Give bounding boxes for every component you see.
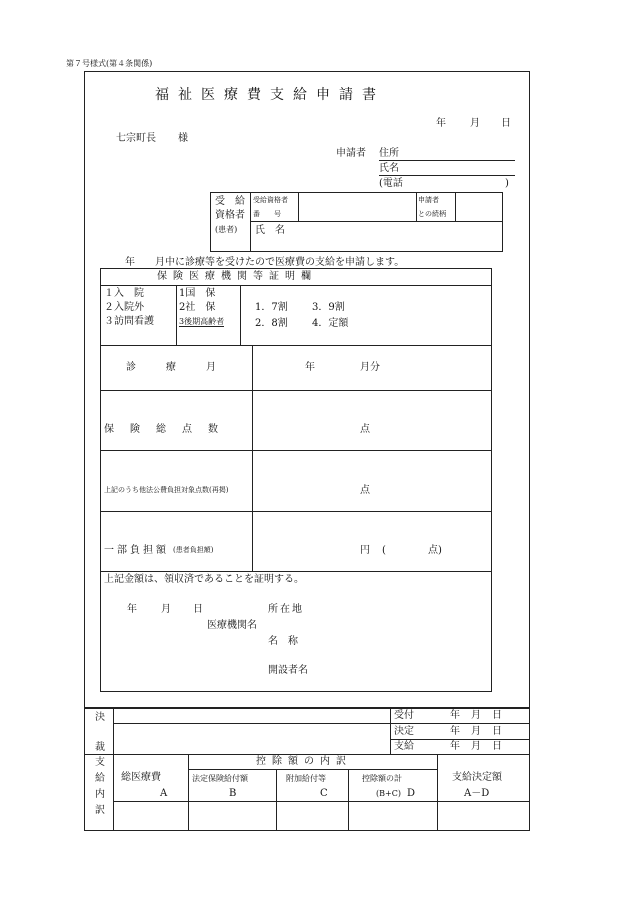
- recipient-label-2: 資格者: [215, 210, 245, 221]
- decision-label-top: 決: [95, 712, 105, 723]
- payment-side-2: 給: [95, 773, 105, 784]
- deduction-total-formula: (B+C): [376, 789, 401, 798]
- additional-label: 附加給付等: [286, 774, 326, 783]
- recipient-label-1: 受 給: [215, 196, 245, 207]
- name-line: [379, 175, 515, 176]
- decided-day: 日: [492, 726, 502, 737]
- received-label: 受付: [394, 710, 414, 721]
- institution-name-label: 名 称: [268, 636, 298, 647]
- founder-label: 開設者名: [268, 665, 308, 676]
- insurance-elderly: 3後期高齢者: [179, 317, 225, 326]
- relation-label-2: との続柄: [418, 210, 446, 218]
- rate-7: 1．7割: [255, 302, 288, 313]
- received-month: 月: [471, 710, 481, 721]
- copay-unit: 円: [360, 545, 370, 556]
- rate-9: 3．9割: [312, 302, 345, 313]
- statutory-letter: B: [229, 788, 237, 799]
- additional-letter: C: [320, 788, 328, 799]
- request-text: 月中に診療等を受けたので医療費の支給を申請します。: [155, 257, 405, 268]
- cert-day: 日: [193, 604, 203, 615]
- payment-side-3: 内: [95, 789, 105, 800]
- deduction-total-letter: D: [407, 788, 416, 799]
- type-home-nursing: ３訪問看護: [104, 316, 154, 327]
- received-year: 年: [450, 710, 460, 721]
- certification-table: [100, 268, 492, 692]
- decided-year: 年: [450, 726, 460, 737]
- address-label[interactable]: 住所: [379, 148, 399, 159]
- phone-label[interactable]: (電話: [379, 178, 403, 189]
- applicant-label: 申請者: [336, 148, 366, 159]
- rate-8: 2．8割: [255, 318, 288, 329]
- decided-month: 月: [471, 726, 481, 737]
- address-line: [379, 160, 515, 161]
- recipient-number-label-1: 受給資格者: [253, 196, 288, 204]
- date-year: 年: [436, 118, 446, 129]
- name-label[interactable]: 氏名: [379, 163, 399, 174]
- phone-close: ): [505, 178, 509, 189]
- deduction-header: 控除額の内訳: [256, 756, 352, 767]
- honorific: 様: [178, 133, 188, 144]
- type-inpatient: １入 院: [104, 288, 144, 299]
- request-year: 年: [125, 257, 135, 268]
- paid-day: 日: [492, 741, 502, 752]
- institution-label: 医療機関名: [207, 620, 257, 631]
- cert-year: 年: [127, 604, 137, 615]
- payment-side-4: 訳: [95, 805, 105, 816]
- decision-amount-formula: A－D: [464, 788, 490, 799]
- decided-label: 決定: [394, 726, 414, 737]
- rate-fixed: 4．定額: [312, 318, 349, 329]
- location-label: 所在地: [268, 604, 304, 615]
- insurance-social: 2社 保: [179, 302, 216, 313]
- paid-label: 支給: [394, 741, 414, 752]
- payment-side-1: 支: [95, 757, 105, 768]
- date-month: 月: [470, 118, 480, 129]
- cert-header: 保険医療機関等証明欄: [157, 271, 317, 282]
- copay-paren-close: 点): [428, 545, 442, 556]
- relation-label-1: 申請者: [418, 196, 439, 204]
- form-title: 福祉医療費支給申請書: [155, 87, 385, 103]
- points-label: 保険総点数: [104, 424, 234, 435]
- deduction-total-label: 控除額の計: [362, 774, 402, 783]
- addressee: 七宗町長: [116, 133, 156, 144]
- paid-month: 月: [471, 741, 481, 752]
- cert-month: 月: [161, 604, 171, 615]
- public-label: 上記のうち他法公費負担対象点数(再掲): [104, 486, 229, 494]
- date-day: 日: [501, 118, 511, 129]
- form-number: 第７号様式(第４条関係): [66, 59, 153, 68]
- month-value: 月分: [360, 362, 380, 373]
- paid-year: 年: [450, 741, 460, 752]
- certify-text: 上記金額は、領収済であることを証明する。: [104, 574, 304, 585]
- insurance-national: 1国 保: [179, 288, 216, 299]
- copay-note: (患者負担額): [173, 546, 214, 554]
- recipient-name-label: 氏 名: [255, 225, 285, 236]
- month-year: 年: [305, 362, 315, 373]
- points-unit: 点: [360, 424, 370, 435]
- public-unit: 点: [360, 485, 370, 496]
- type-outpatient: ２入院外: [104, 302, 144, 313]
- received-day: 日: [492, 710, 502, 721]
- recipient-number-label-2: 番 号: [253, 210, 281, 218]
- month-label: 診 療 月: [126, 362, 226, 373]
- statutory-label: 法定保険給付額: [192, 774, 248, 783]
- total-label: 総医療費: [121, 772, 161, 783]
- copay-label: 一部負担額: [104, 545, 169, 556]
- decision-label-bottom: 裁: [95, 742, 105, 753]
- total-letter: A: [160, 788, 168, 799]
- copay-paren-open: (: [382, 545, 386, 556]
- decision-amount-label: 支給決定額: [452, 772, 502, 783]
- recipient-label-3: (患者): [215, 225, 238, 234]
